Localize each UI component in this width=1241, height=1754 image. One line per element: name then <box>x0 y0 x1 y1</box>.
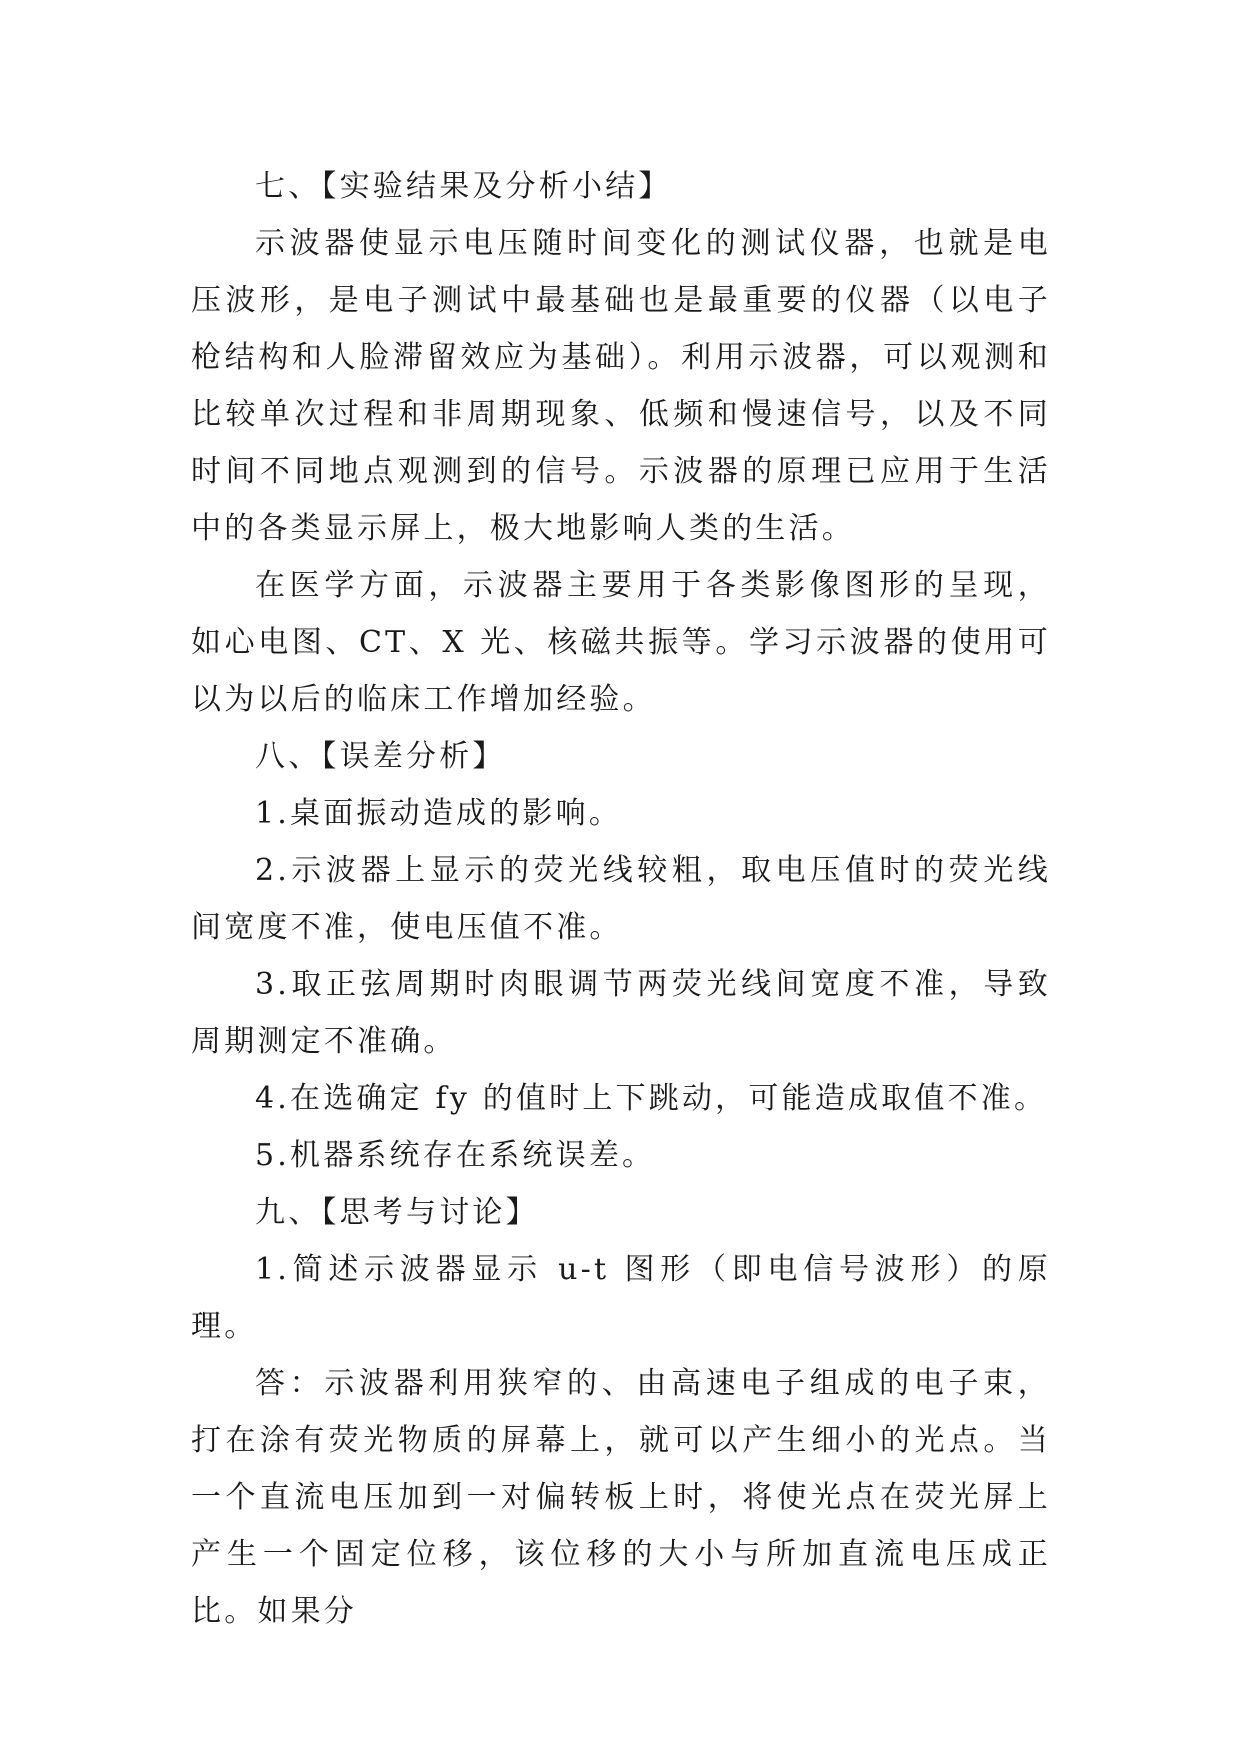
section-heading-results: 七、【实验结果及分析小结】 <box>255 169 672 204</box>
section-heading-discussion: 九、【思考与讨论】 <box>255 1195 539 1230</box>
document-body <box>191 158 1051 1640</box>
list-item: 1.简述示波器显示 u-t 图形（即电信号波形）的原理。 <box>191 1252 1051 1344</box>
list-item: 2.示波器上显示的荧光线较粗，取电压值时的荧光线间宽度不准，使电压值不准。 <box>191 853 1051 945</box>
list-item: 1.桌面振动造成的影响。 <box>255 796 623 831</box>
section-heading-error-analysis: 八、【误差分析】 <box>255 739 506 774</box>
paragraph-medical-use: 在医学方面，示波器主要用于各类影像图形的呈现，如心电图、CT、X 光、核磁共振等。学习示波器的使用可以为以后的临床工作增加经验。 <box>191 568 1051 717</box>
list-item: 5.机器系统存在系统误差。 <box>255 1138 656 1173</box>
paragraph-oscilloscope-intro: 示波器使显示电压随时间变化的测试仪器，也就是电压波形，是电子测试中最基础也是最重要的仪器（以电子枪结构和人脸滞留效应为基础）。利用示波器，可以观测和比较单次过程和非周期现象、低频和慢速信号，以及不同时间不同地点观测到的信号。示波器的原理已应用于生活中的各类显示屏上，极大地影响人类的生活。 <box>191 226 1051 546</box>
paragraph-answer: 答：示波器利用狭窄的、由高速电子组成的电子束，打在涂有荧光物质的屏幕上，就可以产生细小的光点。当一个直流电压加到一对偏转板上时，将使光点在荧光屏上产生一个固定位移，该位移的大小与所加直流电压成正比。如果分 <box>191 1366 1051 1629</box>
list-item: 3.取正弦周期时肉眼调节两荧光线间宽度不准，导致周期测定不准确。 <box>191 967 1051 1059</box>
list-item: 4.在选确定 fy 的值时上下跳动，可能造成取值不准。 <box>255 1081 1048 1116</box>
